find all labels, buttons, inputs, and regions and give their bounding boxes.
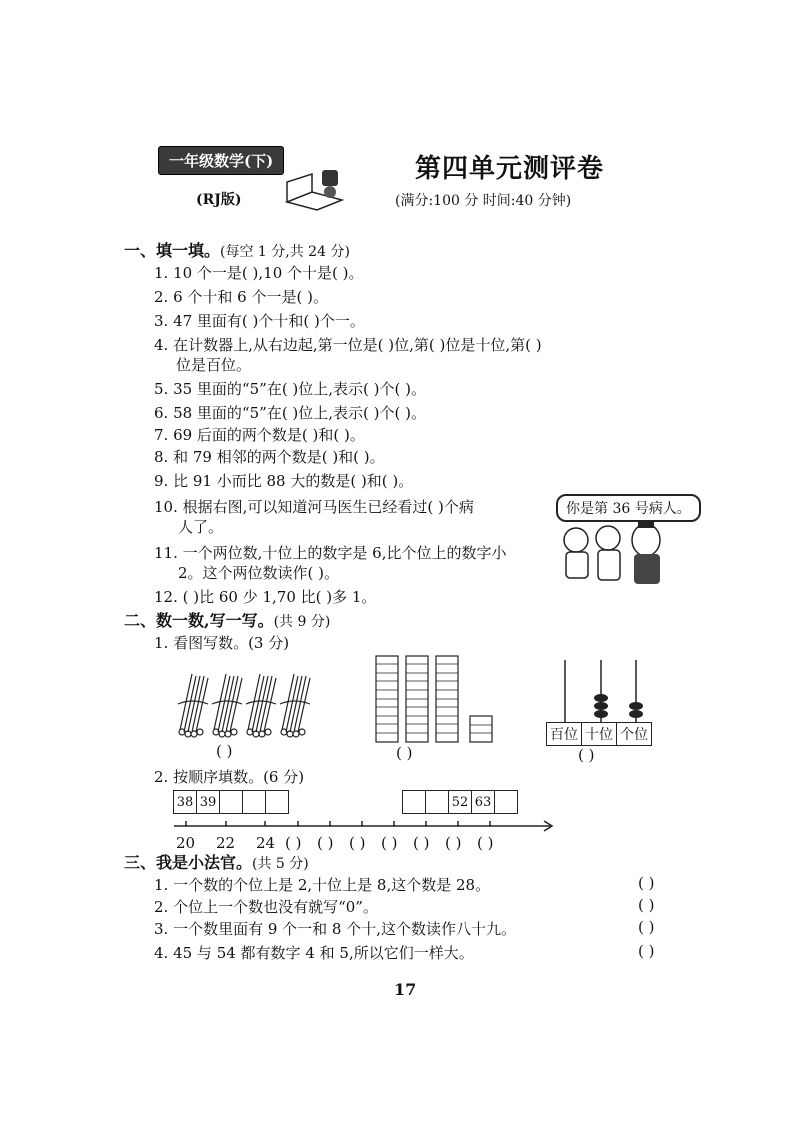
seq2-cell[interactable] — [426, 791, 449, 813]
section2-note: (共 9 分) — [273, 614, 331, 630]
section1-heading — [124, 238, 350, 261]
numberline-blank[interactable]: ( ) — [477, 834, 494, 852]
judge-question-4: 4. 45 与 54 都有数字 4 和 5,所以它们一样大。 — [154, 944, 474, 962]
numberline-blank[interactable]: ( ) — [381, 834, 398, 852]
numberline-blank[interactable]: ( ) — [317, 834, 334, 852]
question-1-10: 10. 根据右图,可以知道河马医生已经看过( )个病 — [154, 498, 474, 516]
answer-blank-blocks[interactable]: ( ) — [396, 744, 413, 762]
sequence-box-2 — [402, 790, 518, 814]
answer-blank-sticks[interactable]: ( ) — [216, 742, 233, 760]
question-1-12: 12. ( )比 60 少 1,70 比( )多 1。 — [154, 588, 377, 606]
question-1-4: 4. 在计数器上,从右边起,第一位是( )位,第( )位是十位,第( ) — [154, 336, 542, 354]
judge-blank-4[interactable]: ( ) — [638, 942, 655, 960]
question-1-7: 7. 69 后面的两个数是( )和( )。 — [154, 426, 365, 444]
question-1-11-cont: 2。这个两位数读作( )。 — [178, 564, 340, 582]
block-towers-image — [374, 652, 498, 744]
seq1-cell: 39 — [197, 791, 220, 813]
place-value-labels — [546, 722, 652, 746]
numberline-label: 24 — [256, 834, 276, 852]
section1-note: (每空 1 分,共 24 分) — [220, 244, 350, 260]
question-1-2: 2. 6 个十和 6 个一是( )。 — [154, 288, 328, 306]
question-1-4-cont: 位是百位。 — [176, 356, 252, 374]
speech-bubble: 你是第 36 号病人。 — [556, 494, 701, 522]
page-number: 17 — [394, 980, 417, 999]
stick-bundles-image — [174, 668, 314, 740]
answer-blank-abacus[interactable]: ( ) — [578, 746, 595, 764]
judge-question-1: 1. 一个数的个位上是 2,十位上是 8,这个数是 28。 — [154, 876, 491, 894]
question-2-2: 2. 按顺序填数。(6 分) — [154, 768, 305, 786]
question-1-5: 5. 35 里面的“5”在( )位上,表示( )个( )。 — [154, 380, 427, 398]
characters-illustration — [558, 518, 670, 590]
section2-title: 二、数一数,写一写。 — [124, 611, 274, 630]
section3-note: (共 5 分) — [252, 856, 309, 872]
numberline-blank[interactable]: ( ) — [413, 834, 430, 852]
judge-blank-3[interactable]: ( ) — [638, 918, 655, 936]
place-hundreds: 百位 — [547, 723, 582, 745]
place-tens: 十位 — [582, 723, 617, 745]
seq2-cell: 63 — [472, 791, 495, 813]
number-line — [170, 818, 560, 834]
edition-label: (RJ版) — [196, 192, 242, 208]
section1-title: 一、填一填。 — [124, 241, 221, 260]
seq2-cell[interactable] — [495, 791, 517, 813]
numberline-label: 22 — [216, 834, 236, 852]
seq2-cell: 52 — [449, 791, 472, 813]
seq1-cell[interactable] — [243, 791, 266, 813]
abacus-image — [548, 658, 654, 724]
section2-heading — [124, 608, 330, 631]
numberline-blank[interactable]: ( ) — [349, 834, 366, 852]
question-1-11: 11. 一个两位数,十位上的数字是 6,比个位上的数字小 — [154, 544, 507, 562]
judge-question-3: 3. 一个数里面有 9 个一和 8 个十,这个数读作八十九。 — [154, 920, 517, 938]
numberline-blank[interactable]: ( ) — [285, 834, 302, 852]
seq1-cell: 38 — [174, 791, 197, 813]
numberline-blank[interactable]: ( ) — [445, 834, 462, 852]
sequence-box-1 — [173, 790, 289, 814]
place-ones: 个位 — [620, 727, 648, 743]
seq1-cell[interactable] — [220, 791, 243, 813]
section3-title: 三、我是小法官。 — [124, 853, 253, 872]
grade-badge: 一年级数学(下) — [158, 146, 284, 175]
page-title: 第四单元测评卷 — [415, 154, 605, 184]
numberline-label: 20 — [176, 834, 196, 852]
question-1-10-cont: 人了。 — [178, 518, 224, 536]
score-time: (满分:100 分 时间:40 分钟) — [395, 193, 572, 209]
seq1-cell[interactable] — [266, 791, 288, 813]
judge-blank-1[interactable]: ( ) — [638, 874, 655, 892]
question-2-1: 1. 看图写数。(3 分) — [154, 634, 290, 652]
question-1-1: 1. 10 个一是( ),10 个十是( )。 — [154, 264, 364, 282]
question-1-3: 3. 47 里面有( )个十和( )个一。 — [154, 312, 365, 330]
seq2-cell[interactable] — [403, 791, 426, 813]
question-1-6: 6. 58 里面的“5”在( )位上,表示( )个( )。 — [154, 404, 427, 422]
judge-blank-2[interactable]: ( ) — [638, 896, 655, 914]
question-1-8: 8. 和 79 相邻的两个数是( )和( )。 — [154, 448, 385, 466]
question-1-9: 9. 比 91 小而比 88 大的数是( )和( )。 — [154, 472, 414, 490]
section3-heading — [124, 850, 309, 873]
book-icon — [282, 162, 352, 212]
judge-question-2: 2. 个位上一个数也没有就写“0”。 — [154, 898, 378, 916]
